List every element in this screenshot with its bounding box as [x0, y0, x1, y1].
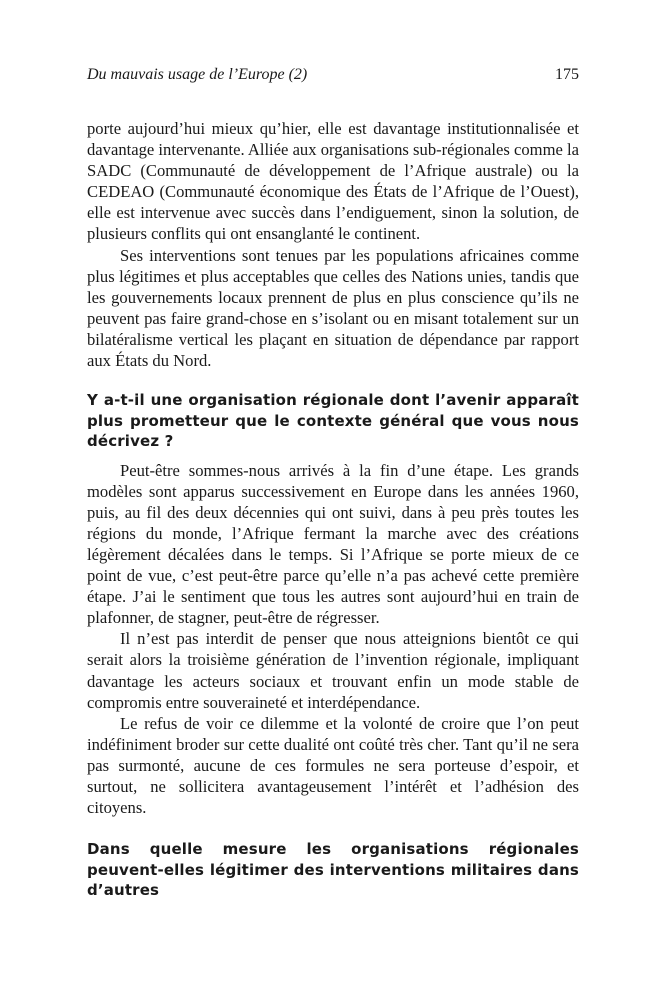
- paragraph-continued: porte aujourd’hui mieux qu’hier, elle est davantage institutionnalisée et davantage intervenante. Alliée aux organisations sub-régionales comme la SADC (Communauté de développement de l’Afrique australe) ou la CEDEAO (Communauté économique des États de l’Afrique de l’Ouest), elle est intervenue avec succès dans l’endiguement, sinon la solution, de plusieurs conflits qui ont ensanglanté le continent.: [87, 119, 579, 244]
- paragraph: Peut-être sommes-nous arrivés à la fin d’une étape. Les grands modèles sont apparus successivement en Europe dans les années 1960, puis, au fil des deux décennies qui ont suivi, dans à peu près toutes les régions du monde, l’Afrique fermant la marche avec des créations légèrement décalées dans le temps. Si l’Afrique se porte mieux de ce point de vue, c’est peut-être parce qu’elle n’a pas achevé cette première étape. J’ai le sentiment que tous les autres sont aujourd’hui en train de plafonner, de stagner, peut-être de régresser.: [87, 460, 579, 628]
- paragraph: Ses interventions sont tenues par les populations africaines comme plus légitimes et plus acceptables que celles des Nations unies, tandis que les gouvernements locaux prennent de plus en plus conscience qu’ils ne peuvent pas faire grand-chose en s’isolant ou en misant totalement sur un bilatéralisme vertical les plaçant en situation de dépendance par rapport aux États du Nord.: [87, 245, 579, 371]
- running-title: Du mauvais usage de l’Europe (2): [87, 66, 308, 83]
- interview-question: Dans quelle mesure les organisations régionales peuvent-elles légitimer des interventions militaires dans d’autres: [87, 840, 579, 900]
- paragraph: Le refus de voir ce dilemme et la volonté de croire que l’on peut indéfiniment broder sur cette dualité ont coûté très cher. Tant qu’il ne sera pas surmonté, aucune de ces formules ne sera porteuse d’espoir, et surtout, ne sollicitera avantageusement l’intérêt et l’adhésion des citoyens.: [87, 713, 579, 818]
- page-number: 175: [555, 66, 579, 83]
- body-text: [87, 118, 579, 901]
- running-head: [87, 66, 579, 88]
- paragraph: Il n’est pas interdit de penser que nous atteignions bientôt ce qui serait alors la troisième génération de l’invention régionale, impliquant davantage les acteurs sociaux et trouvant enfin un mode stable de compromis entre souveraineté et interdépendance.: [87, 629, 579, 712]
- interview-question: Y a-t-il une organisation régionale dont l’avenir apparaît plus prometteur que le contexte général que vous nous décrivez ?: [87, 391, 579, 451]
